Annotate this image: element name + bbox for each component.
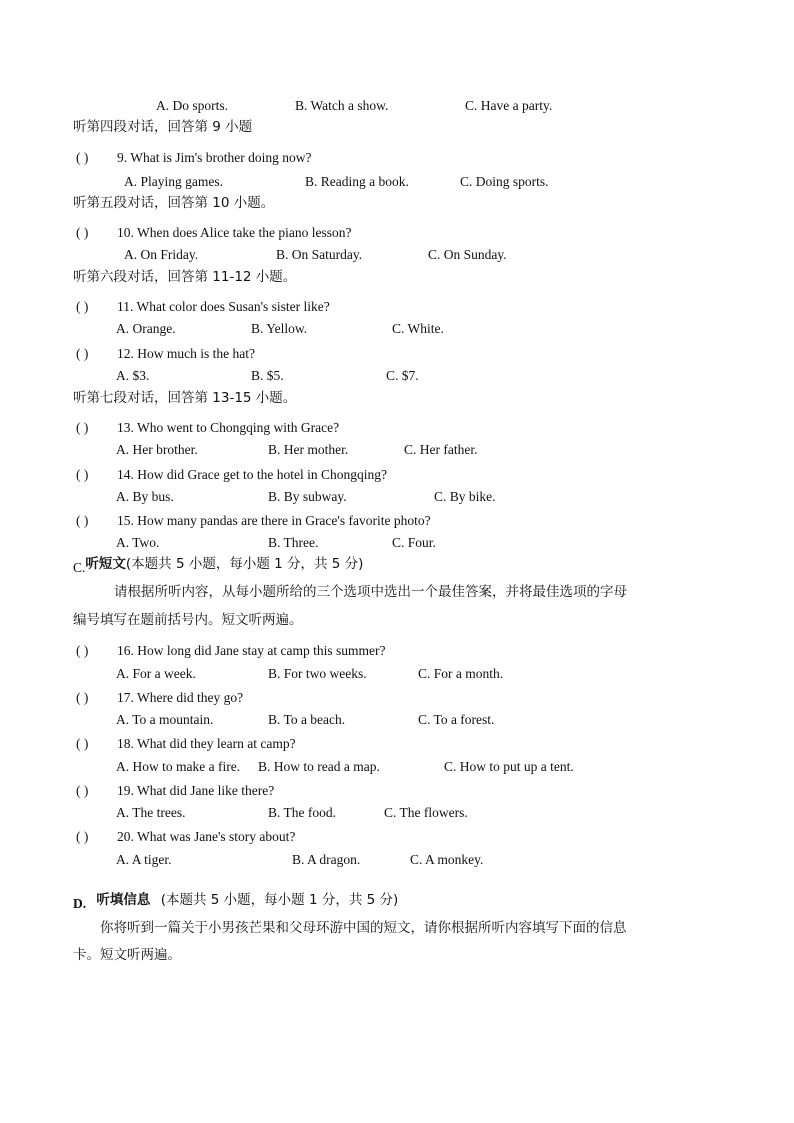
q13-question: 13. Who went to Chongqing with Grace? bbox=[117, 420, 340, 435]
q12-answer-paren[interactable]: ( ) bbox=[76, 346, 89, 361]
q12-option-c: C. $7. bbox=[386, 368, 419, 383]
q18-option-b: B. How to read a map. bbox=[258, 759, 380, 774]
q20-option-a: A. A tiger. bbox=[116, 852, 172, 867]
q14-answer-paren[interactable]: ( ) bbox=[76, 467, 89, 482]
q15-option-b: B. Three. bbox=[268, 535, 319, 550]
q15-option-c: C. Four. bbox=[392, 535, 436, 550]
part-d-title: 听填信息 bbox=[96, 892, 151, 908]
q9-question: 9. What is Jim's brother doing now? bbox=[117, 150, 312, 165]
q20-answer-paren[interactable]: ( ) bbox=[76, 829, 89, 844]
q12-question: 12. How much is the hat? bbox=[117, 346, 255, 361]
q10-option-a: A. On Friday. bbox=[124, 247, 199, 262]
q16-option-a: A. For a week. bbox=[116, 666, 196, 681]
section-7-instruction: 听第七段对话，回答第 13-15 小题。 bbox=[73, 390, 297, 406]
q11-option-b: B. Yellow. bbox=[251, 321, 308, 336]
q8-option-b: B. Watch a show. bbox=[295, 98, 389, 113]
q18-option-c: C. How to put up a tent. bbox=[444, 759, 574, 774]
q10-answer-paren[interactable]: ( ) bbox=[76, 225, 89, 240]
part-d-scoring: (本题共 5 小题，每小题 1 分，共 5 分) bbox=[160, 892, 399, 908]
q16-question: 16. How long did Jane stay at camp this summer? bbox=[117, 643, 386, 658]
q20-option-c: C. A monkey. bbox=[410, 852, 484, 867]
q9-option-a: A. Playing games. bbox=[124, 174, 223, 189]
q19-question: 19. What did Jane like there? bbox=[117, 783, 275, 798]
part-d-instruction-line-2: 卡。短文听两遍。 bbox=[73, 947, 181, 963]
part-d-instruction-line-1: 你将听到一篇关于小男孩芒果和父母环游中国的短文，请你根据所听内容填写下面的信息 bbox=[100, 920, 627, 936]
q11-option-c: C. White. bbox=[392, 321, 444, 336]
part-c-scoring: (本题共 5 小题，每小题 1 分，共 5 分) bbox=[125, 556, 364, 572]
q8-option-c: C. Have a party. bbox=[465, 98, 553, 113]
q10-option-b: B. On Saturday. bbox=[276, 247, 363, 262]
q16-option-b: B. For two weeks. bbox=[268, 666, 367, 681]
q14-option-a: A. By bus. bbox=[116, 489, 174, 504]
q17-option-c: C. To a forest. bbox=[418, 712, 495, 727]
q15-option-a: A. Two. bbox=[116, 535, 160, 550]
q10-option-c: C. On Sunday. bbox=[428, 247, 507, 262]
q10-question: 10. When does Alice take the piano lesson? bbox=[117, 225, 352, 240]
q9-option-b: B. Reading a book. bbox=[305, 174, 409, 189]
q19-option-b: B. The food. bbox=[268, 805, 336, 820]
section-4-instruction: 听第四段对话，回答第 9 小题 bbox=[73, 119, 253, 135]
q9-answer-paren[interactable]: ( ) bbox=[76, 150, 89, 165]
q19-option-a: A. The trees. bbox=[116, 805, 186, 820]
q12-option-b: B. $5. bbox=[251, 368, 284, 383]
part-c-title: 听短文 bbox=[85, 556, 126, 572]
q13-option-a: A. Her brother. bbox=[116, 442, 198, 457]
q16-option-c: C. For a month. bbox=[418, 666, 504, 681]
q17-answer-paren[interactable]: ( ) bbox=[76, 690, 89, 705]
q19-option-c: C. The flowers. bbox=[384, 805, 468, 820]
q14-question: 14. How did Grace get to the hotel in Chongqing? bbox=[117, 467, 387, 482]
q11-option-a: A. Orange. bbox=[116, 321, 176, 336]
q13-option-b: B. Her mother. bbox=[268, 442, 349, 457]
q11-question: 11. What color does Susan's sister like? bbox=[117, 299, 330, 314]
q8-option-a: A. Do sports. bbox=[156, 98, 229, 113]
q18-question: 18. What did they learn at camp? bbox=[117, 736, 296, 751]
part-c-instruction-line-1: 请根据所听内容，从每小题所给的三个选项中选出一个最佳答案，并将最佳选项的字母 bbox=[114, 584, 627, 600]
part-d-label: D. bbox=[73, 896, 87, 911]
q15-answer-paren[interactable]: ( ) bbox=[76, 513, 89, 528]
q14-option-b: B. By subway. bbox=[268, 489, 347, 504]
section-6-instruction: 听第六段对话，回答第 11-12 小题。 bbox=[73, 269, 297, 285]
q20-question: 20. What was Jane's story about? bbox=[117, 829, 296, 844]
q14-option-c: C. By bike. bbox=[434, 489, 496, 504]
q20-option-b: B. A dragon. bbox=[292, 852, 361, 867]
q17-option-b: B. To a beach. bbox=[268, 712, 346, 727]
part-c-label: C. bbox=[73, 560, 86, 575]
q16-answer-paren[interactable]: ( ) bbox=[76, 643, 89, 658]
q13-answer-paren[interactable]: ( ) bbox=[76, 420, 89, 435]
part-c-header bbox=[73, 556, 364, 575]
part-d-header bbox=[73, 892, 399, 911]
q18-answer-paren[interactable]: ( ) bbox=[76, 736, 89, 751]
q9-option-c: C. Doing sports. bbox=[460, 174, 549, 189]
q17-question: 17. Where did they go? bbox=[117, 690, 244, 705]
q12-option-a: A. $3. bbox=[116, 368, 150, 383]
q19-answer-paren[interactable]: ( ) bbox=[76, 783, 89, 798]
q18-option-a: A. How to make a fire. bbox=[116, 759, 241, 774]
q13-option-c: C. Her father. bbox=[404, 442, 478, 457]
part-c-instruction-line-2: 编号填写在题前括号内。短文听两遍。 bbox=[73, 612, 303, 628]
q11-answer-paren[interactable]: ( ) bbox=[76, 299, 89, 314]
q15-question: 15. How many pandas are there in Grace's favorite photo? bbox=[117, 513, 431, 528]
section-5-instruction: 听第五段对话，回答第 10 小题。 bbox=[73, 195, 275, 211]
q17-option-a: A. To a mountain. bbox=[116, 712, 214, 727]
